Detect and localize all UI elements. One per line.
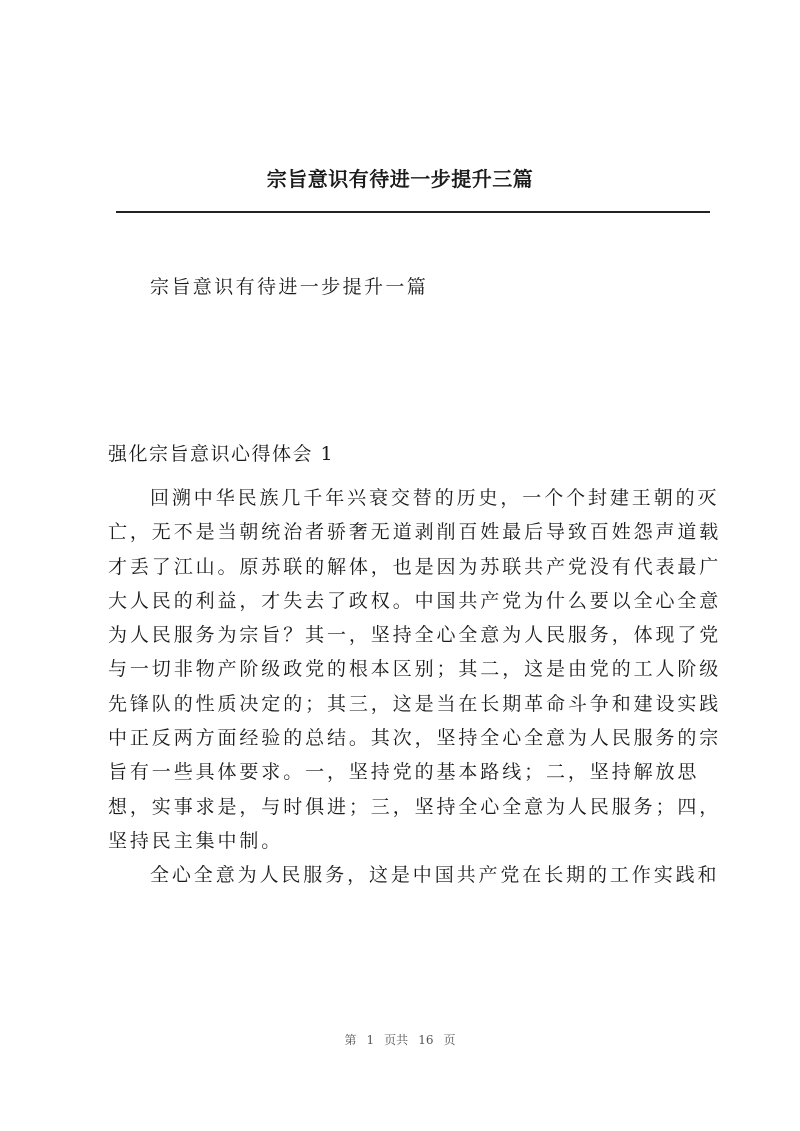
footer-total-pages: 16 [418,1033,434,1047]
footer-page-number: 1 [366,1033,375,1047]
body-line: 先锋队的性质决定的；其三，这是当在长期革命斗争和建设实践 [108,692,722,715]
body-line: 与一切非物产阶级政党的根本区别；其二，这是由党的工人阶级 [108,658,722,681]
body-line: 中正反两方面经验的总结。其次，坚持全心全意为人民服务的宗 [108,727,722,750]
body-line: 回溯中华民族几千年兴衰交替的历史，一个个封建王朝的灭 [150,487,720,509]
body-line: 旨有一些具体要求。一，坚持党的基本路线；二，坚持解放思 [108,761,700,784]
title-underline [116,211,710,213]
body-line: 为人民服务为宗旨？其一，坚持全心全意为人民服务，体现了党 [108,624,722,647]
footer-prefix: 第 [344,1033,357,1047]
body-line: 坚持民主集中制。 [108,829,284,852]
body-line: 想，实事求是，与时俱进；三，坚持全心全意为人民服务；四， [108,795,722,818]
body-line: 才丢了江山。原苏联的解体，也是因为苏联共产党没有代表最广 [108,555,722,578]
document-title: 宗旨意识有待进一步提升三篇 [266,167,534,191]
body-line: 全心全意为人民服务，这是中国共产党在长期的工作实践和 [150,864,720,887]
body-line: 大人民的利益，才失去了政权。中国共产党为什么要以全心全意 [108,589,722,612]
footer-suffix: 页 [443,1033,456,1047]
document-subtitle: 宗旨意识有待进一步提升一篇 [150,276,429,298]
page-footer [0,1030,800,1050]
body-text [108,481,722,893]
body-line: 亡，无不是当朝统治者骄奢无道剥削百姓最后导致百姓怨声道载 [108,521,722,544]
footer-middle: 页共 [384,1033,409,1047]
section-heading: 强化宗旨意识心得体会 1 [108,443,335,465]
